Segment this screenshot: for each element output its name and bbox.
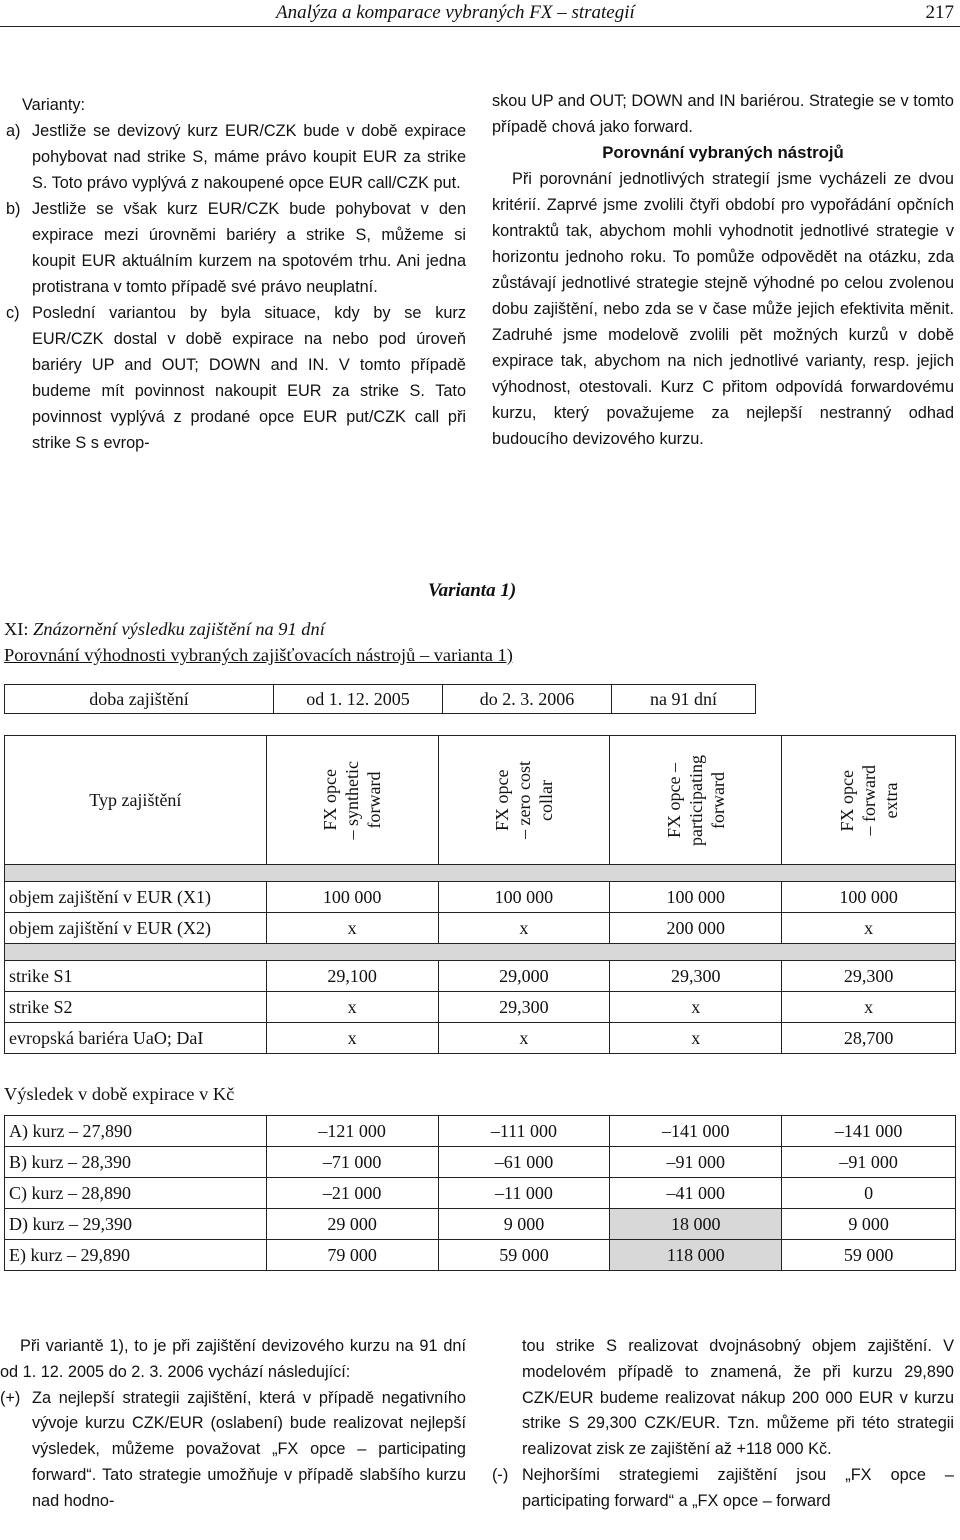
list-text: Jestliže se devizový kurz EUR/CZK bude v době expirace pohybovat nad strike S, máme právo koupit EUR za strike S. Toto právo vyplývá z nakoupené opce EUR call/CZK put. xyxy=(32,122,466,192)
table-row: objem zajištění v EUR (X1) 100 000 100 000 100 000 100 000 xyxy=(5,882,956,913)
page-number: 217 xyxy=(925,2,954,23)
continuation-text: tou strike S realizovat dvojnásobný objem zajištění. V modelovém případě to znamená, že při kurzu 29,890 CZK/EUR budeme realizovat nákup 200 000 EUR v kurzu strike S 29,300 CZK/EUR. Tzn. můžeme při této strategii realizovat zisk ze zajištění až +118 000 Kč. xyxy=(522,1337,954,1459)
table-row: E) kurz – 29,890 79 000 59 000 118 000 59 000 xyxy=(5,1240,956,1271)
variants-heading: Varianty: xyxy=(22,96,86,114)
comparison-table xyxy=(4,735,956,1054)
variant-title: Varianta 1) xyxy=(428,580,517,601)
list-marker: a) xyxy=(6,122,21,140)
result-label: Výsledek v době expirace v Kč xyxy=(4,1084,235,1104)
list-marker: (+) xyxy=(0,1388,21,1407)
list-item xyxy=(6,300,466,456)
bottom-left-column xyxy=(0,1334,466,1515)
list-marker: c) xyxy=(6,304,20,322)
column-header: FX opce – synthetic forward xyxy=(266,736,438,865)
separator-row xyxy=(5,865,956,882)
list-marker: b) xyxy=(6,200,21,218)
list-item xyxy=(6,196,466,300)
figure-caption xyxy=(4,619,325,640)
period-label: doba zajištění xyxy=(5,685,274,714)
table-row: A) kurz – 27,890 –121 000 –111 000 –141 000 –141 000 xyxy=(5,1116,956,1147)
column-header: FX opce – zero cost collar xyxy=(438,736,610,865)
list-marker: (-) xyxy=(492,1465,509,1484)
highlighted-cell: 118 000 xyxy=(610,1240,782,1271)
separator-row xyxy=(5,944,956,961)
list-text: Nejhoršími strategiemi zajištění jsou „FX opce – participating forward“ a „FX opce – forward xyxy=(522,1465,954,1510)
list-item xyxy=(0,1386,466,1515)
right-column xyxy=(492,88,954,452)
caption-prefix: XI: xyxy=(4,619,34,639)
running-title: Analýza a komparace vybraných FX – strategií xyxy=(276,2,635,23)
table-row: objem zajištění v EUR (X2) x x 200 000 x xyxy=(5,913,956,944)
paragraph: Při porovnání jednotlivých strategií jsme vycházeli ze dvou kritérií. Zaprvé jsme zvolili čtyři období pro vypořádání opčních kontraktů tak, abychom mohli vyhodnotit jednotlivé strategie v horizontu jednoho roku. To pomůže odpovědět na otázku, zda zůstávají jednotlivé strategie stejně výhodné po celou zvolenou dobu zajištění, nebo zda se v čase může jejich efektivita měnit. Zadruhé jsme modelově zvolili pět možných kurzů v době expirace tak, abychom na nich jednotlivé varianty, resp. jejich výhodnost, otestovali. Kurz C přitom odpovídá forwardovému kurzu, který považujeme za nejlepší nestranný odhad budoucího devizového kurzu. xyxy=(492,170,954,448)
period-table xyxy=(4,684,756,714)
period-to: do 2. 3. 2006 xyxy=(443,685,612,714)
list-item xyxy=(492,1463,954,1515)
result-table xyxy=(4,1115,956,1271)
running-head xyxy=(0,0,960,27)
left-column xyxy=(6,92,466,456)
table-row: strike S2 x 29,300 x x xyxy=(5,992,956,1023)
column-header: FX opce – participating forward xyxy=(610,736,782,865)
table-header-row xyxy=(5,736,956,865)
caption-italic: Znázornění výsledku zajištění na 91 dní xyxy=(33,619,325,639)
table-row: C) kurz – 28,890 –21 000 –11 000 –41 000 0 xyxy=(5,1178,956,1209)
table-row xyxy=(5,685,756,714)
column-header: FX opce – forward extra xyxy=(782,736,956,865)
list-item xyxy=(6,118,466,196)
type-label: Typ zajištění xyxy=(5,736,267,865)
highlighted-cell: 18 000 xyxy=(610,1209,782,1240)
table-row: strike S1 29,100 29,000 29,300 29,300 xyxy=(5,961,956,992)
table-row: evropská bariéra UaO; DaI x x x 28,700 xyxy=(5,1023,956,1054)
table-row: D) kurz – 29,390 29 000 9 000 18 000 9 000 xyxy=(5,1209,956,1240)
paragraph: Při variantě 1), to je při zajištění devizového kurzu na 91 dní od 1. 12. 2005 do 2. 3. 2006 vychází následující: xyxy=(0,1337,466,1381)
list-text: Poslední variantou by byla situace, kdy by se kurz EUR/CZK dostal v době expirace na nebo pod úroveň bariéry UP and OUT; DOWN and IN. V tomto případě budeme mít povinnost nakoupit EUR za strike S. Tato povinnost vyplývá z prodané opce EUR put/CZK call při strike S s evrop- xyxy=(32,304,466,452)
period-from: od 1. 12. 2005 xyxy=(274,685,443,714)
bottom-right-column xyxy=(492,1334,954,1515)
period-duration: na 91 dní xyxy=(612,685,756,714)
table-row: B) kurz – 28,390 –71 000 –61 000 –91 000 –91 000 xyxy=(5,1147,956,1178)
section-heading: Porovnání vybraných nástrojů xyxy=(602,143,844,162)
list-text: Jestliže se však kurz EUR/CZK bude pohybovat v den expirace mezi úrovněmi bariéry a strike S, můžeme si koupit EUR aktuálním kurzem na spotovém trhu. Ani jedna protistrana v tomto případě své právo neuplatní. xyxy=(32,200,466,296)
continuation-text: skou UP and OUT; DOWN and IN bariérou. Strategie se v tomto případě chová jako forward. xyxy=(492,92,954,136)
figure-subcaption: Porovnání výhodnosti vybraných zajišťovacích nástrojů – varianta 1) xyxy=(4,645,513,665)
list-text: Za nejlepší strategii zajištění, která v případě negativního vývoje kurzu CZK/EUR (oslabení) bude realizovat nejlepší výsledek, můžeme považovat „FX opce – participating forward“. Tato strategie umožňuje v případě slabšího kurzu nad hodno- xyxy=(32,1388,466,1510)
